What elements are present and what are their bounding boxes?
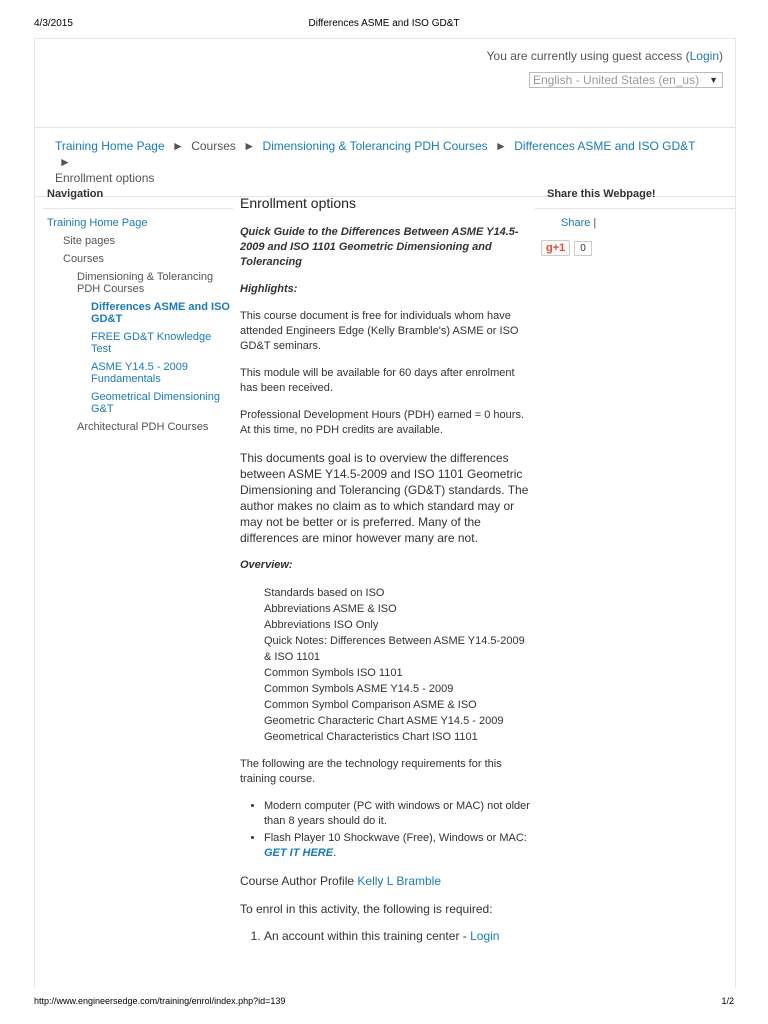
breadcrumb-home[interactable]: Training Home Page [55, 139, 165, 153]
enrol-login-link[interactable]: Login [470, 929, 500, 943]
overview-item: Abbreviations ISO Only [264, 619, 379, 631]
overview-item: Abbreviations ASME & ISO [264, 603, 397, 615]
overview-list [240, 585, 530, 745]
author-link[interactable]: Kelly L Bramble [357, 874, 441, 888]
share-link[interactable]: Share [561, 217, 591, 229]
guide-title: Quick Guide to the Differences Between ASME Y14.5-2009 and ISO 1101 Geometric Dimensioning and Tolerancing [240, 226, 519, 268]
chevron-down-icon: ▼ [709, 75, 718, 85]
print-url: http://www.engineersedge.com/training/enrol/index.php?id=139 [34, 996, 286, 1006]
paragraph-4: This documents goal is to overview the differences between ASME Y14.5-2009 and ISO 1101 Geometric Dimensioning and Tolerancing (GD&T) standards. The author makes no claim as to which standard may or may not be better or is preferred. Many of the differences are minor however many are not. [240, 451, 529, 545]
login-suffix: ) [719, 49, 723, 63]
google-plus-count: 0 [574, 241, 592, 256]
google-plus-widget [541, 240, 592, 256]
requirements-list [240, 799, 530, 861]
overview-item: Common Symbols ASME Y14.5 - 2009 [264, 683, 454, 695]
requirement-text: Flash Player 10 Shockwave (Free), Windows or MAC: [264, 832, 527, 844]
nav-site-pages[interactable]: Site pages [63, 235, 115, 247]
nav-item-differences[interactable]: Differences ASME and ISO GD&T [91, 301, 230, 325]
author-profile [240, 873, 530, 889]
language-value: English - United States (en_us) [533, 73, 700, 87]
breadcrumb-separator: ► [243, 139, 256, 153]
nav-item-fundamentals[interactable]: ASME Y14.5 - 2009 Fundamentals [91, 361, 189, 385]
page-title: Enrollment options [240, 195, 356, 211]
breadcrumb-courses: Courses [191, 139, 236, 153]
nav-architectural[interactable]: Architectural PDH Courses [77, 421, 209, 433]
requirement-suffix: . [333, 847, 337, 859]
paragraph-1: This course document is free for individuals whom have attended Engineers Edge (Kelly Bramble's) ASME or ISO GD&T seminars. [240, 310, 519, 352]
enrol-item-text: An account within this training center - [264, 929, 471, 943]
print-date: 4/3/2015 [34, 18, 73, 29]
nav-item-free-test[interactable]: FREE GD&T Knowledge Test [91, 331, 212, 355]
enrol-list [240, 929, 530, 944]
print-header [0, 0, 768, 30]
nav-category[interactable]: Dimensioning & Tolerancing PDH Courses [77, 271, 214, 295]
print-title: Differences ASME and ISO GD&T [308, 18, 460, 29]
navigation-block [43, 184, 233, 435]
get-it-here-link[interactable]: GET IT HERE [264, 847, 334, 859]
page-frame [34, 38, 736, 988]
breadcrumb-separator: ► [59, 155, 71, 169]
share-title: Share this Webpage! [535, 184, 735, 209]
author-label: Course Author Profile [240, 874, 358, 888]
overview-item: Common Symbols ISO 1101 [264, 667, 403, 679]
print-page-number: 1/2 [721, 996, 734, 1006]
tech-requirements-intro: The following are the technology requirements for this training course. [240, 758, 502, 785]
requirement-item: • Modern computer (PC with windows or MAC) not older than 8 years should do it. [264, 799, 530, 829]
print-footer [0, 994, 768, 1024]
login-prefix: You are currently using guest access ( [486, 49, 690, 63]
highlights-heading: Highlights: [240, 283, 298, 295]
overview-item: Geometric Characteric Chart ASME Y14.5 - 2009 [264, 715, 504, 727]
nav-training-home[interactable]: Training Home Page [47, 217, 148, 229]
login-info [487, 49, 723, 63]
enrol-item [264, 929, 530, 944]
overview-item: Geometrical Characteristics Chart ISO 1101 [264, 731, 478, 743]
paragraph-2: This module will be available for 60 days after enrolment has been received. [240, 367, 515, 394]
breadcrumb-course[interactable]: Differences ASME and ISO GD&T [514, 139, 696, 153]
share-block [535, 184, 735, 254]
language-select[interactable] [529, 72, 723, 88]
breadcrumb-separator: ► [171, 139, 184, 153]
navigation-title: Navigation [43, 184, 233, 209]
login-link[interactable]: Login [689, 49, 719, 63]
overview-item: Quick Notes: Differences Between ASME Y14.5-2009 & ISO 1101 [264, 635, 525, 663]
breadcrumb-separator: ► [495, 139, 507, 153]
main-content [240, 184, 530, 944]
breadcrumb-category[interactable]: Dimensioning & Tolerancing PDH Courses [262, 139, 488, 153]
overview-item: Standards based on ISO [264, 587, 385, 599]
share-row [535, 209, 735, 229]
top-bar [35, 38, 735, 128]
overview-item: Common Symbol Comparison ASME & ISO [264, 699, 477, 711]
google-plus-button[interactable]: g+1 [541, 240, 570, 256]
requirement-item [264, 831, 530, 861]
nav-courses[interactable]: Courses [63, 253, 104, 265]
breadcrumb-current: Enrollment options [55, 171, 155, 185]
paragraph-3: Professional Development Hours (PDH) earned = 0 hours. At this time, no PDH credits are available. [240, 409, 524, 436]
nav-item-gdt[interactable]: Geometrical Dimensioning G&T [91, 391, 220, 415]
share-separator: | [593, 217, 597, 229]
enrol-requirements: To enrol in this activity, the following is required: [240, 902, 493, 916]
navigation-tree [43, 209, 233, 435]
overview-heading: Overview: [240, 559, 293, 571]
